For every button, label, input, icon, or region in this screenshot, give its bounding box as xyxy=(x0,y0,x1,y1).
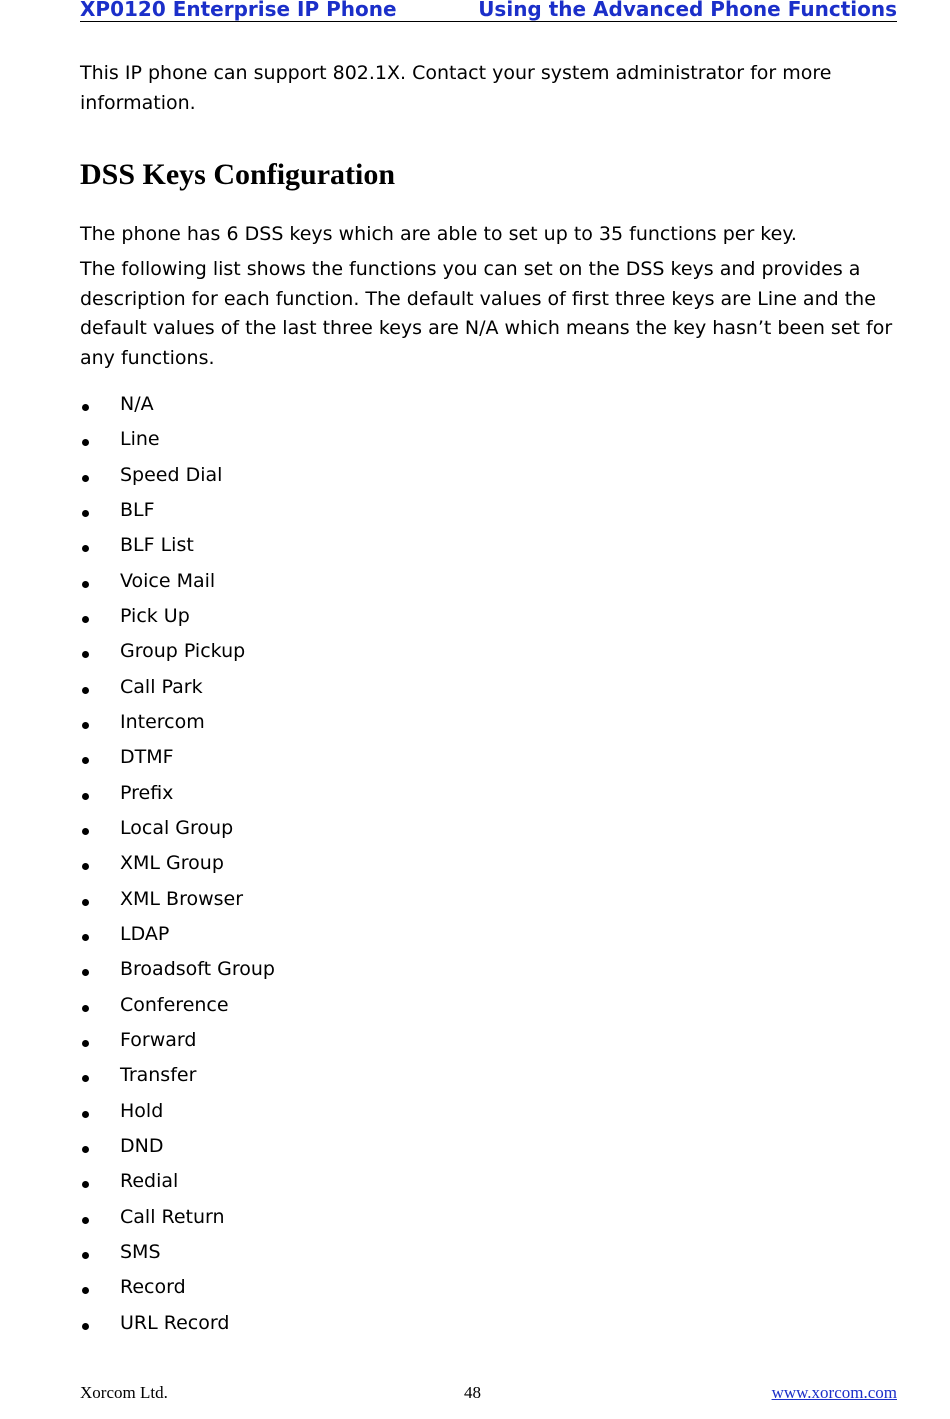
list-item-label: DTMF xyxy=(120,746,174,769)
list-item-label: LDAP xyxy=(120,922,170,945)
list-item-label: Local Group xyxy=(120,816,234,839)
list-item-label: Forward xyxy=(120,1028,197,1051)
list-item-label: Group Pickup xyxy=(120,640,246,663)
intro-paragraph: This IP phone can support 802.1X. Contact your system administrator for more information. xyxy=(80,62,832,114)
function-list-description: The following list shows the functions you can set on the DSS keys and provides a description for each function. The default values of first three keys are Line and the default values of the last three keys are N/A which means the key hasn’t been set for any functions. xyxy=(80,258,893,370)
bullet-icon xyxy=(82,863,89,870)
list-item-label: Prefix xyxy=(120,781,174,804)
bullet-icon xyxy=(82,934,89,941)
bullet-icon xyxy=(82,1323,89,1330)
bullet-icon xyxy=(82,651,89,658)
list-item-label: Hold xyxy=(120,1099,164,1122)
list-item-label: XML Browser xyxy=(120,887,244,910)
list-item-label: Call Return xyxy=(120,1205,225,1228)
list-item-label: DND xyxy=(120,1134,164,1157)
list-item-label: Record xyxy=(120,1276,186,1299)
list-item-label: Intercom xyxy=(120,710,205,733)
bullet-icon xyxy=(82,439,89,446)
list-item-label: Redial xyxy=(120,1170,179,1193)
section-heading: DSS Keys Configuration xyxy=(80,158,396,191)
bullet-icon xyxy=(82,1287,89,1294)
list-item-label: Transfer xyxy=(120,1064,197,1087)
footer-company: Xorcom Ltd. xyxy=(80,1383,168,1402)
list-item-label: Speed Dial xyxy=(120,463,223,486)
bullet-icon xyxy=(82,1181,89,1188)
bullet-icon xyxy=(82,757,89,764)
bullet-icon xyxy=(82,1252,89,1259)
bullet-icon xyxy=(82,1217,89,1224)
bullet-icon xyxy=(82,899,89,906)
chapter-title: Using the Advanced Phone Functions xyxy=(478,0,897,21)
bullet-icon xyxy=(82,581,89,588)
list-item-label: Broadsoft Group xyxy=(120,958,275,981)
list-item-label: Voice Mail xyxy=(120,569,216,592)
bullet-icon xyxy=(82,1005,89,1012)
bullet-icon xyxy=(82,969,89,976)
list-item-label: BLF List xyxy=(120,534,194,557)
bullet-icon xyxy=(82,475,89,482)
list-item-label: XML Group xyxy=(120,852,224,875)
dss-keys-paragraph: The phone has 6 DSS keys which are able to set up to 35 functions per key. xyxy=(80,223,797,245)
bullet-icon xyxy=(82,1040,89,1047)
list-item-label: BLF xyxy=(120,498,155,521)
website-link[interactable]: www.xorcom.com xyxy=(771,1383,897,1402)
list-item-label: Line xyxy=(120,428,160,451)
list-item-label: URL Record xyxy=(120,1311,230,1334)
bullet-icon xyxy=(82,1111,89,1118)
list-item-label: Pick Up xyxy=(120,604,190,627)
page-header xyxy=(80,0,897,22)
list-item-label: Call Park xyxy=(120,675,203,698)
bullet-icon xyxy=(82,1146,89,1153)
bullet-icon xyxy=(82,828,89,835)
bullet-icon xyxy=(82,616,89,623)
bullet-icon xyxy=(82,404,89,411)
bullet-icon xyxy=(82,793,89,800)
document-title: XP0120 Enterprise IP Phone xyxy=(80,0,397,21)
list-item-label: N/A xyxy=(120,393,154,415)
bullet-icon xyxy=(82,510,89,517)
bullet-icon xyxy=(82,687,89,694)
page-footer xyxy=(80,1383,897,1407)
bullet-icon xyxy=(82,722,89,729)
list-item-label: SMS xyxy=(120,1240,161,1263)
bullet-icon xyxy=(82,1075,89,1082)
list-item-label: Conference xyxy=(120,993,229,1016)
page-number: 48 xyxy=(464,1383,481,1402)
bullet-icon xyxy=(82,545,89,552)
